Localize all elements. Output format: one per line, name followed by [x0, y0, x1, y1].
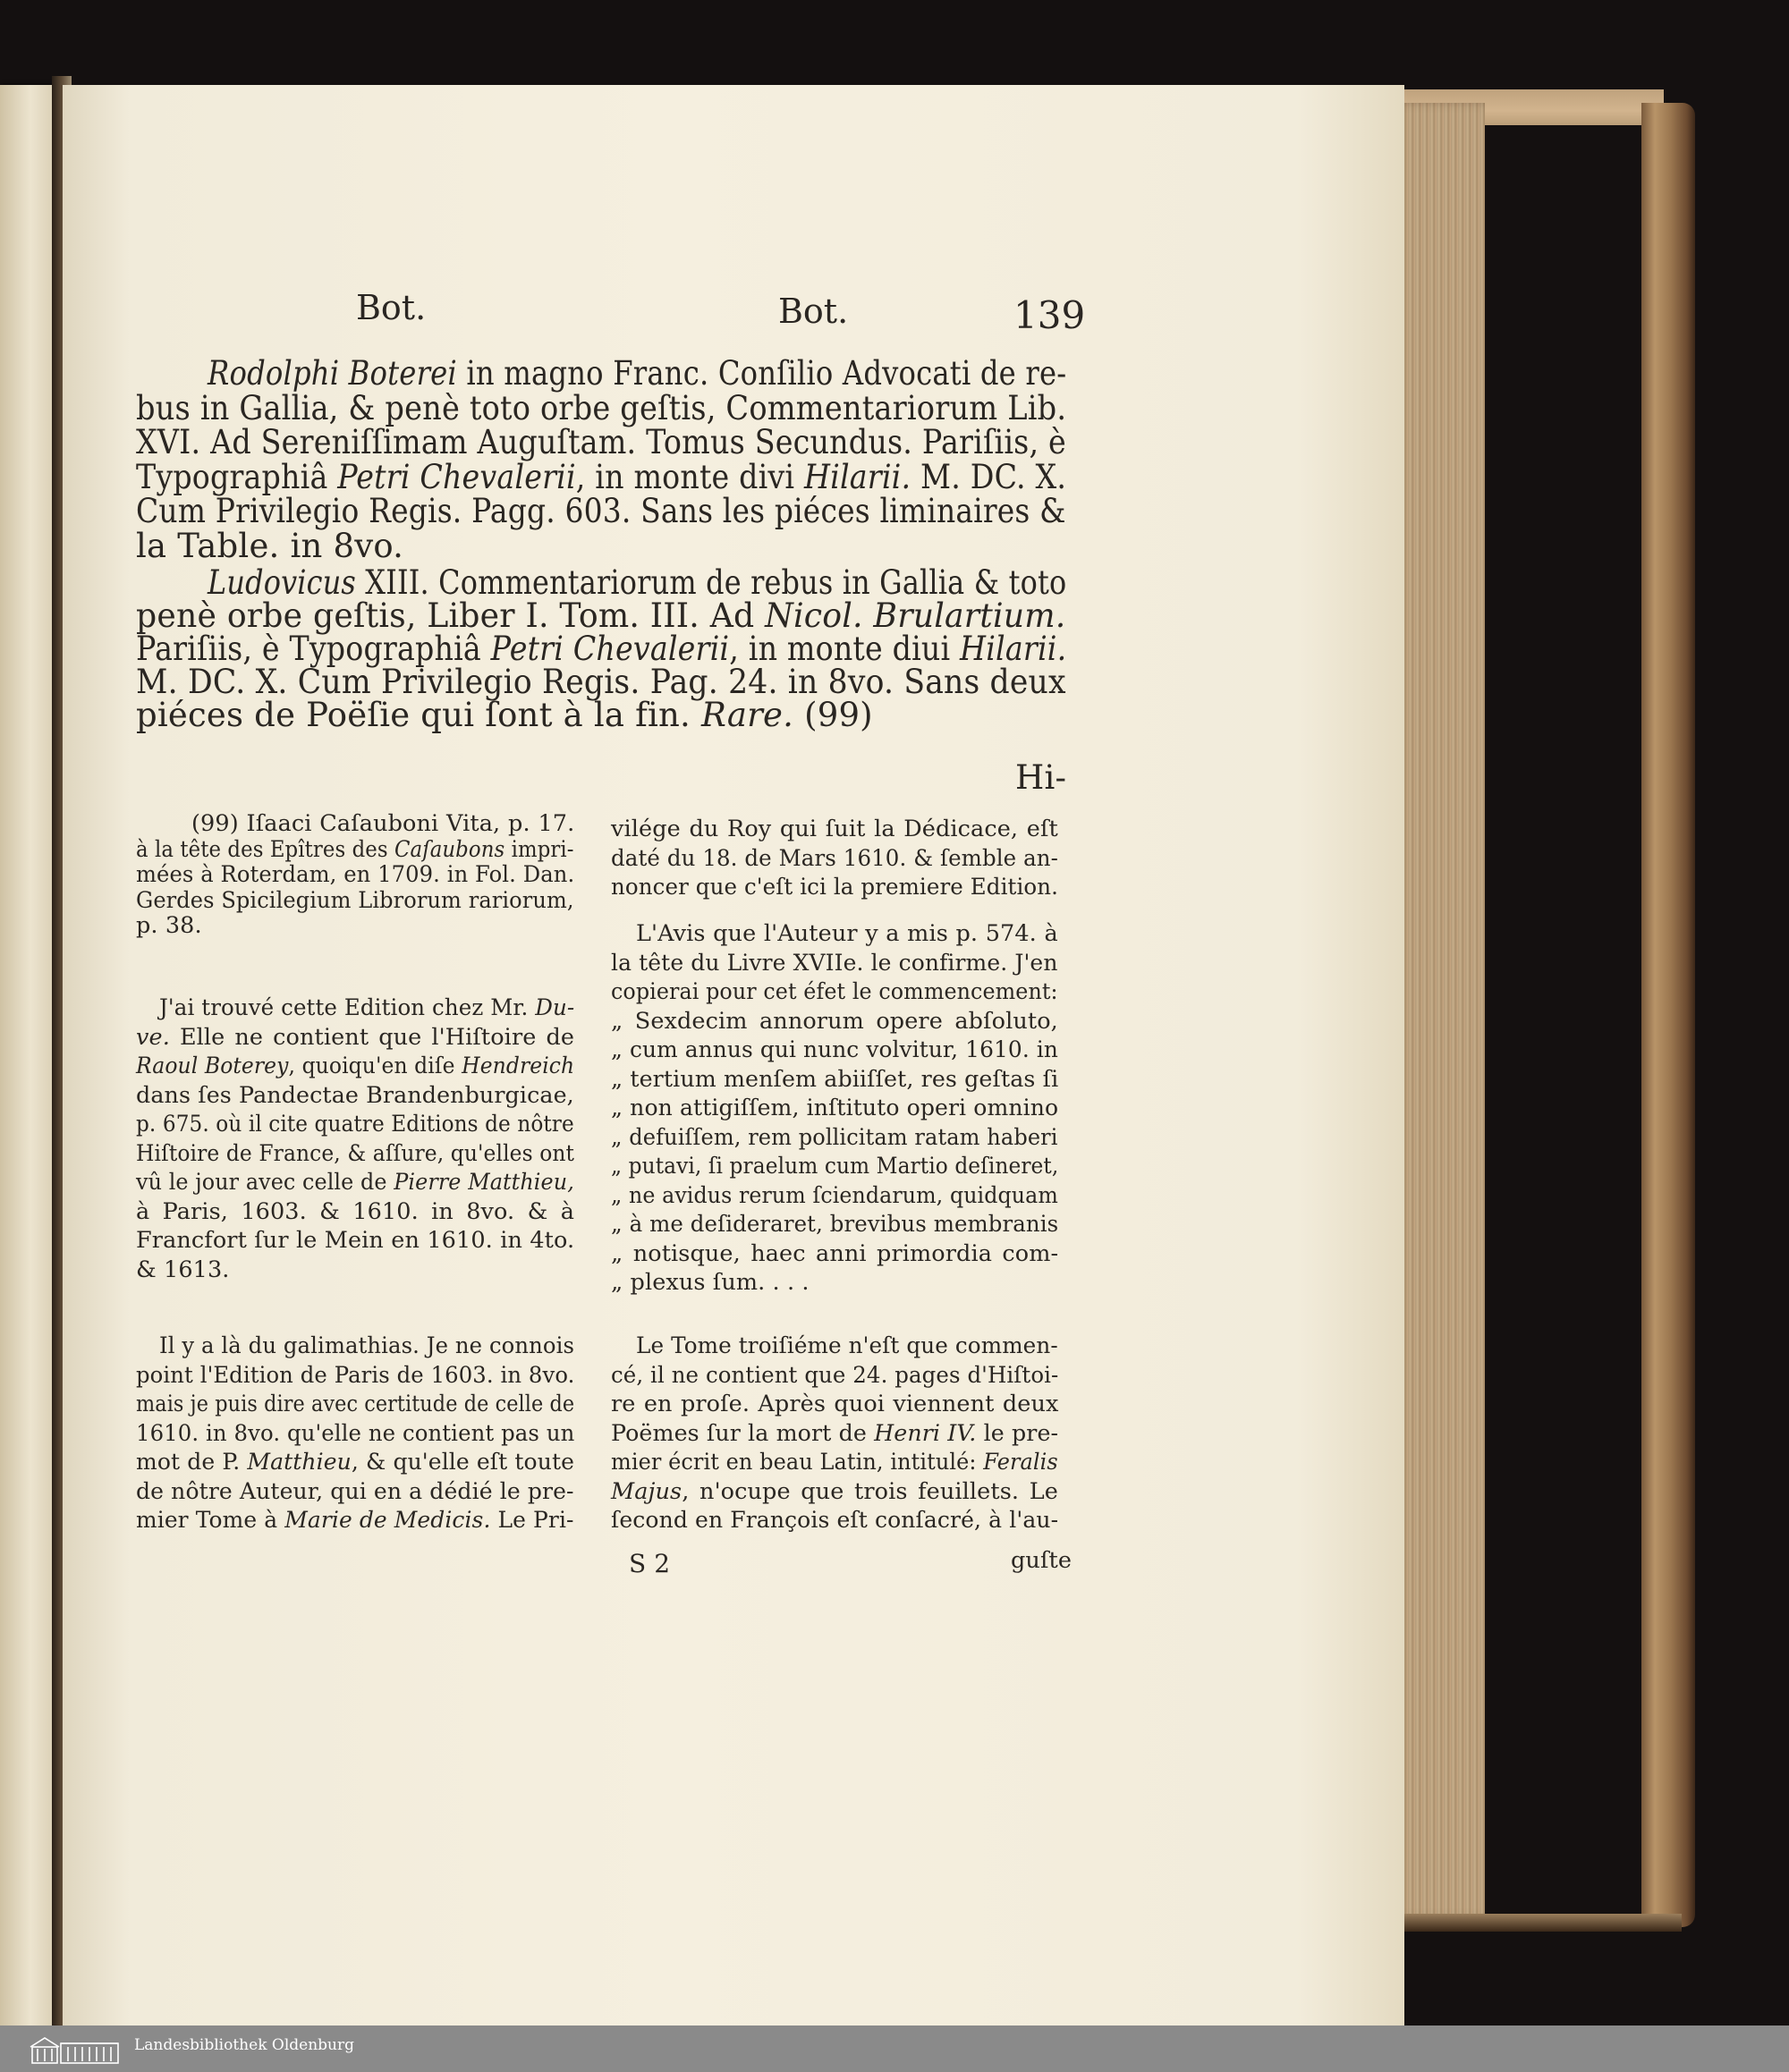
- page-block-bottom: [1395, 1914, 1682, 1932]
- text-run: Elle ne contient que l'Hiſtoire de: [169, 1023, 575, 1051]
- text-run: à Paris, 1603. & 1610. in 8vo. & à: [136, 1197, 575, 1225]
- text-run: re en proſe. Après quoi viennent deux: [611, 1391, 1059, 1417]
- text-run: Francfort ſur le Mein en 1610. in 4to.: [136, 1227, 575, 1254]
- text-run: la Table. in 8vo.: [136, 526, 404, 565]
- text-line: [611, 1124, 1058, 1151]
- italic-run: ve.: [136, 1023, 170, 1051]
- text-line: [611, 816, 1058, 842]
- text-run: J'ai trouvé cette Edition chez Mr.: [159, 994, 536, 1021]
- text-run: mot de P.: [136, 1449, 248, 1476]
- text-line: [611, 874, 1058, 901]
- text-run: vilége du Roy qui ſuit la Dédicace, eſt: [611, 816, 1058, 842]
- text-line: [136, 1507, 574, 1534]
- text-line: [611, 1362, 1058, 1389]
- text-run: daté du 18. de Mars 1610. & ſemble an-: [611, 844, 1059, 872]
- text-run: Il y a là du galimathias. Je ne connois: [159, 1332, 575, 1359]
- text-line: [136, 389, 1066, 427]
- text-line: [611, 845, 1058, 872]
- italic-run: Henri IV.: [874, 1419, 977, 1447]
- library-building-icon: [27, 2034, 121, 2065]
- text-run: la tête du Livre XVIIe. le confirme. J'en: [611, 949, 1058, 977]
- running-head-center: Bot.: [778, 292, 849, 331]
- text-line: [136, 527, 403, 565]
- footer-bar: [0, 2025, 1789, 2072]
- catchword-notes: guſte: [1011, 1547, 1073, 1574]
- text-run: penè orbe geſtis, Liber I. Tom. III. Ad: [136, 596, 766, 635]
- text-run: (99): [793, 696, 873, 734]
- text-line: [611, 1391, 1058, 1417]
- italic-run: Caſaubons: [394, 835, 505, 863]
- text-run: „ defuiſſem, rem pollicitam ratam haberi: [611, 1123, 1058, 1151]
- italic-run: Nicol. Brulartium.: [765, 596, 1066, 635]
- text-line: [136, 861, 574, 888]
- text-line: [611, 1420, 1058, 1447]
- text-line: [136, 1111, 574, 1137]
- italic-run: Rodolphi Boterei: [208, 354, 457, 393]
- text-run: Hiſtoire de France, & aſſure, qu'elles ont: [136, 1139, 575, 1167]
- text-run: mais je puis dire avec certitude de celle de: [136, 1391, 575, 1417]
- text-line: [191, 810, 574, 837]
- italic-run: Raoul Boterey: [136, 1053, 289, 1079]
- running-head-left: Bot.: [356, 288, 427, 327]
- italic-run: Hilarii.: [803, 457, 911, 496]
- text-line: [611, 1478, 1058, 1505]
- text-run: , in monte diui: [729, 630, 961, 668]
- text-run: , n'ocupe que trois feuillets. Le: [682, 1477, 1058, 1505]
- text-run: point l'Edition de Paris de 1603. in 8vo.: [136, 1361, 575, 1389]
- left-page-edge: [0, 85, 55, 2025]
- text-run: vû le jour avec celle de: [136, 1169, 394, 1196]
- text-run: M. DC. X. Cum Privilegio Regis. Pag. 24. in 8vo. Sans deux: [136, 663, 1066, 701]
- text-run: Le Tome troiſiéme n'eſt que commen-: [636, 1332, 1058, 1359]
- text-line: [136, 1198, 574, 1225]
- text-line: [611, 1507, 1058, 1534]
- text-run: „ à me deſideraret, brevibus membranis: [611, 1211, 1059, 1238]
- text-run: bus in Gallia, & penè toto orbe geſtis, Commentariorum Lib.: [136, 388, 1067, 427]
- text-run: noncer que c'eſt ici la premiere Edition.: [611, 874, 1059, 901]
- italic-run: Du-: [535, 994, 575, 1021]
- text-line: [611, 1269, 810, 1296]
- text-run: M. DC. X.: [911, 457, 1067, 496]
- italic-run: Matthieu: [247, 1449, 352, 1476]
- text-line: [611, 1211, 1058, 1238]
- text-run: XIII. Commentariorum de rebus in Gallia & toto: [355, 563, 1067, 602]
- text-line: [136, 458, 1066, 496]
- text-line: [136, 696, 873, 734]
- text-line: [611, 1036, 1058, 1063]
- text-run: mier Tome à: [136, 1507, 285, 1534]
- text-line: [136, 1478, 574, 1505]
- text-line: [159, 994, 574, 1021]
- text-run: „ plexus ſum. . . .: [611, 1269, 810, 1296]
- text-run: mées à Roterdam, en 1709. in Fol. Dan.: [136, 861, 575, 888]
- text-line: [136, 1024, 574, 1051]
- text-run: Typographiâ: [136, 457, 338, 496]
- text-line: [136, 492, 1066, 530]
- text-run: Pariſiis, è Typographiâ: [136, 630, 491, 668]
- text-line: [136, 1082, 574, 1109]
- text-line: [136, 1169, 574, 1196]
- text-line: [136, 912, 202, 939]
- text-run: dans ſes Pandectae Brandenburgicae,: [136, 1081, 574, 1109]
- text-run: impri-: [504, 835, 574, 863]
- text-run: „ putavi, ſi praelum cum Martio deſineret,: [611, 1153, 1059, 1180]
- text-run: Cum Privilegio Regis. Pagg. 603. Sans les piéces liminaires &: [136, 492, 1066, 530]
- text-line: [136, 887, 574, 914]
- text-line: [136, 1256, 230, 1283]
- text-run: le pre-: [976, 1419, 1059, 1447]
- italic-run: Marie de Medicis.: [284, 1507, 491, 1534]
- italic-run: Petri Chevalerii: [337, 457, 576, 496]
- text-line: [636, 920, 1058, 947]
- book-cover-edge: [1641, 103, 1695, 1927]
- italic-run: Hilarii.: [960, 630, 1067, 668]
- text-run: copierai pour cet éfet le commencement:: [611, 978, 1058, 1005]
- text-run: (99) Iſaaci Caſauboni Vita, p. 17.: [191, 810, 575, 837]
- text-run: piéces de Poëſie qui ſont à la fin.: [136, 696, 701, 734]
- text-run: „ tertium menſem abiiſſet, res geſtas ſi: [611, 1065, 1059, 1093]
- text-run: „ ne avidus rerum ſciendarum, quidquam: [611, 1181, 1058, 1209]
- text-line: [159, 1332, 574, 1359]
- text-line: [208, 354, 1066, 393]
- text-line: [136, 1053, 574, 1079]
- text-run: p. 38.: [136, 912, 202, 939]
- italic-run: Feralis: [983, 1449, 1058, 1476]
- text-run: ſecond en François eſt conſacré, à l'au-: [611, 1507, 1059, 1534]
- italic-run: Majus: [611, 1477, 683, 1505]
- text-line: [136, 1362, 574, 1389]
- text-line: [136, 423, 1066, 461]
- text-line: [136, 836, 574, 863]
- text-run: L'Avis que l'Auteur y a mis p. 574. à: [636, 920, 1058, 947]
- text-line: [611, 1449, 1058, 1476]
- text-run: „ Sexdecim annorum opere abſoluto,: [611, 1007, 1058, 1035]
- text-line: [611, 1008, 1058, 1035]
- italic-run: Petri Chevalerii: [490, 630, 730, 668]
- italic-run: Pierre Matthieu,: [394, 1169, 574, 1196]
- library-label: Landesbibliothek Oldenburg: [134, 2036, 355, 2054]
- text-run: 1610. in 8vo. qu'elle ne contient pas un: [136, 1419, 575, 1447]
- text-line: [136, 1420, 574, 1447]
- text-run: mier écrit en beau Latin, intitulé:: [611, 1449, 984, 1476]
- page-number: 139: [1013, 293, 1086, 337]
- text-line: [611, 1182, 1058, 1209]
- text-line: [611, 1066, 1058, 1093]
- italic-run: Rare.: [700, 696, 794, 734]
- text-line: [611, 1153, 1058, 1180]
- text-line: [611, 978, 1058, 1005]
- text-line: [611, 1240, 1058, 1267]
- text-run: Le Pri-: [490, 1507, 574, 1534]
- signature-mark: S 2: [629, 1549, 671, 1578]
- text-run: , quoiqu'en diſe: [288, 1053, 462, 1079]
- text-line: [611, 950, 1058, 977]
- text-run: „ notisque, haec anni primordia com-: [611, 1239, 1059, 1267]
- italic-run: Hendreich: [462, 1053, 575, 1079]
- text-run: „ non attigiſſem, inſtituto operi omnino: [611, 1095, 1059, 1121]
- text-run: p. 675. où il cite quatre Editions de nôtre: [136, 1111, 574, 1137]
- text-line: [136, 1227, 574, 1254]
- text-line: [136, 1449, 574, 1476]
- catchword-main: Hi-: [1015, 758, 1067, 797]
- text-run: , & qu'elle eſt toute: [351, 1449, 575, 1476]
- text-run: in magno Franc. Conſilio Advocati de re-: [456, 354, 1067, 393]
- italic-run: Ludovicus: [208, 563, 356, 602]
- text-run: de nôtre Auteur, qui en a dédié le pre-: [136, 1477, 574, 1505]
- text-line: [611, 1095, 1058, 1121]
- text-line: [136, 1140, 574, 1167]
- text-run: Poëmes ſur la mort de: [611, 1419, 875, 1447]
- text-run: & 1613.: [136, 1256, 230, 1283]
- text-line: [636, 1332, 1058, 1359]
- text-run: , in monte divi: [575, 457, 804, 496]
- text-run: à la tête des Epîtres des: [136, 835, 394, 863]
- text-line: [136, 1391, 574, 1417]
- text-run: cé, il ne contient que 24. pages d'Hiſtoi-: [611, 1361, 1059, 1389]
- text-run: XVI. Ad Sereniſſimam Auguſtam. Tomus Secundus. Pariſiis, è: [136, 423, 1066, 461]
- text-run: Gerdes Spicilegium Librorum rariorum,: [136, 886, 574, 914]
- text-run: „ cum annus qui nunc volvitur, 1610. in: [611, 1036, 1058, 1063]
